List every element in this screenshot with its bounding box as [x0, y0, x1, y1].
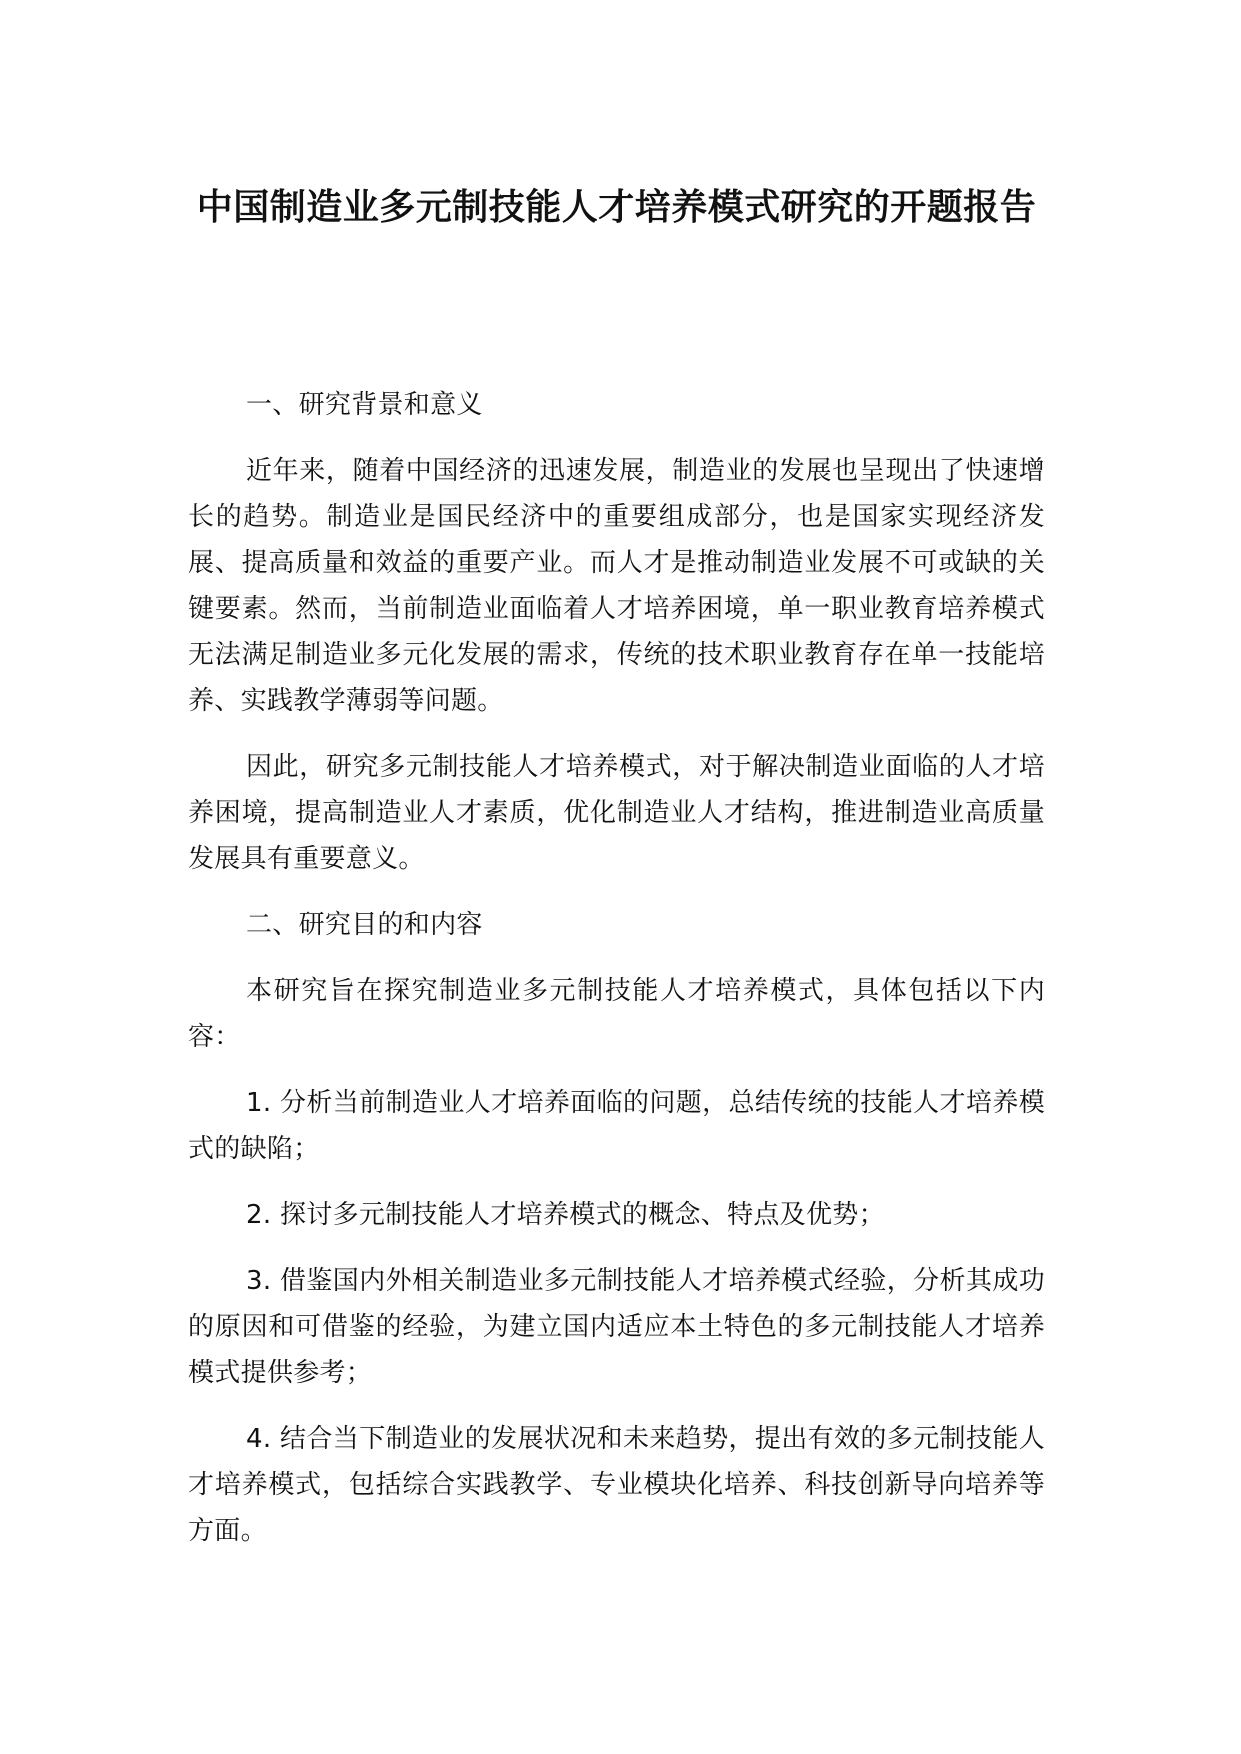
list-item: 3. 借鉴国内外相关制造业多元制技能人才培养模式经验，分析其成功的原因和可借鉴的经验，为建立国内适应本土特色的多元制技能人才培养模式提供参考； — [188, 1266, 1045, 1388]
section-heading: 一、研究背景和意义 — [246, 390, 483, 420]
document-body — [188, 382, 1045, 1574]
document-title: 中国制造业多元制技能人才培养模式研究的开题报告 — [196, 187, 1037, 228]
section-heading: 二、研究目的和内容 — [246, 910, 483, 940]
paragraph: 近年来，随着中国经济的迅速发展，制造业的发展也呈现出了快速增长的趋势。制造业是国民经济中的重要组成部分，也是国家实现经济发展、提高质量和效益的重要产业。而人才是推动制造业发展不可或缺的关键要素。然而，当前制造业面临着人才培养困境，单一职业教育培养模式无法满足制造业多元化发展的需求，传统的技术职业教育存在单一技能培养、实践教学薄弱等问题。 — [188, 456, 1045, 716]
paragraph: 本研究旨在探究制造业多元制技能人才培养模式，具体包括以下内容： — [188, 976, 1045, 1052]
list-item: 1. 分析当前制造业人才培养面临的问题，总结传统的技能人才培养模式的缺陷； — [188, 1088, 1045, 1164]
list-item: 2. 探讨多元制技能人才培养模式的概念、特点及优势； — [246, 1200, 885, 1230]
paragraph: 因此，研究多元制技能人才培养模式，对于解决制造业面临的人才培养困境，提高制造业人才素质，优化制造业人才结构，推进制造业高质量发展具有重要意义。 — [188, 752, 1045, 874]
list-item: 4. 结合当下制造业的发展状况和未来趋势，提出有效的多元制技能人才培养模式，包括综合实践教学、专业模块化培养、科技创新导向培养等方面。 — [188, 1424, 1045, 1546]
